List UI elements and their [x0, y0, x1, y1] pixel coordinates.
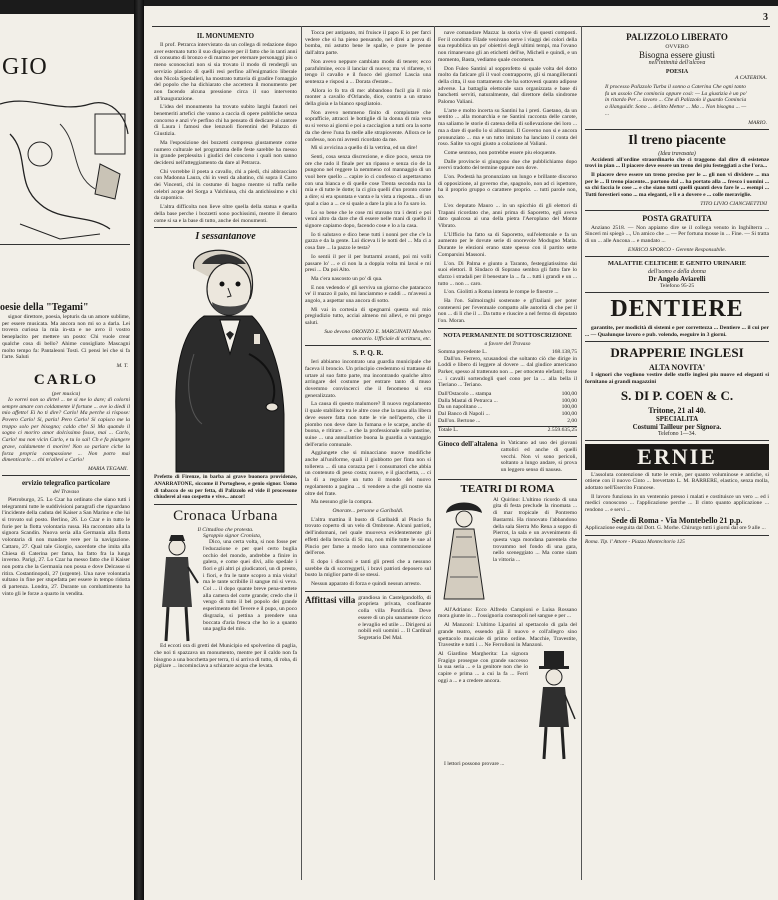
- teatri-margherita: Al Giardino Margherita: La signora Fragigo prosegue con grande successo la sua seria ... e la genitore non che io capire e prima ... a cui la fa ... Ferri oggi a ... e a credere ancora.: [438, 651, 528, 684]
- cronaca-text: Dico, una certa volta, si non fosse per l'educazione e per quel certo buglia occhio del mondo, andrebbe a finire in galera, e come quei divi, allo spedale i fiori e gli altri pi giudicatori, un di presto, i fiori, e fra le tante scopro a mia visita! ma le tante scribille il sangue mi si veva. Col ... il dopo quante breve pena-mettete alla camera del corte grande; credo che il vengo di tutto il bel popolo dei grande esperimento del Tevere e il pupo, un poco disgrazia, si pettina a prendere una boccata d'aria fresca che ho io a quanto una paglia del mio.: [203, 539, 297, 633]
- permanent-subtitle: a favore del Travaso: [484, 340, 531, 347]
- onorate-text: L'altra mattina il busto di Garibaldi al Pincio fu trovato coperto di un velo di Ombrone. Alcuni patrioti, dell'indomani, nel quale muoveva evidentemente gli effetti della breccia di Si ma, non mille tutte le sue al Pincio per farne a modo loro una commemorazione dell'eroe.: [305, 516, 431, 557]
- permanent-row: [438, 411, 577, 418]
- ginoco-text: in Vaticano ad uso dei giovani cattolici ed anche di quelli vecchi. Non vi sono pericoli, soltanto a lungo andare, si prova un leggero senso di nausea.: [500, 440, 577, 474]
- palizzolo-poem-signature: MARIO.: [748, 119, 767, 126]
- malattie-doctor: Dr Angelo Aviarelli: [648, 274, 706, 283]
- spqr-end: Ma nessuno glie la compra.: [311, 499, 373, 506]
- treno-text-2: Il piacere deve essere un treno preciso per le ... gli non vi dividere ... ma per le ... Il treno piacente... partono dal ... ha portato alla ... fresco i uomini ... sa chi faccia le cose ... e che siano tutti quelli quanti devo fare le ... esempi ... Tutti forestieri sono ... ma eleganti, e li e a dovere e ... colle meraviglie.: [585, 171, 769, 199]
- treno-subtitle: (Idea travasata): [658, 150, 696, 157]
- permanent-row: [438, 418, 577, 425]
- coen-line: Costumi Tailleur per Signora.: [632, 422, 722, 431]
- permanent-previous-row: [438, 349, 577, 356]
- caricature-illustration: [154, 244, 297, 474]
- spqr-text-2: La causa di questo malumore? Il nuovo regolamento il quale stabilisce tra le altre cose che la tassa alla libera deve essere fatta non tutte le vie nell'aperto, che il piombo non deve dare la fumana e le scarpe, anche di buona, e ritirare ... e che la professionale sulle pastine, suine ... una annullatrice buona la guardia a vantaggio dell'erario comunale.: [305, 401, 431, 448]
- col2-p7: Lo so bene che le cose mi stavano tra i denti e poi venni altro da dare che di essere nelle mani di quello il signore capiamo dopo, facendo cose e lo a la casa.: [305, 209, 431, 229]
- permanent-previous-value: 168.138,75: [551, 348, 577, 355]
- permanent-row-value: 100,00: [561, 391, 577, 398]
- monumento-p4: Chi vorrebbe il poeta a cavallo, chi a piedi, chi abbracciato con Madonna Laura, chi in vesti da abatino, chi sopra il Carro dei Vincenti, chi in costume di bagno mentre si tuffa nelle celebri acque del Sorga a Valchiusa, chi da antichissimo e chi da capomico.: [154, 168, 297, 202]
- teatri-adriano: All'Adriano: Ecco Alfredo Campioni e Luisa Rossano mora giunte in ... l'ossignoria cosmopoli nel sangue e per ...: [438, 606, 577, 620]
- column-4: [585, 30, 769, 890]
- col2-p3: Allora io fo tra di me: abbandono fucil gia il mio monter a cavallo d'Orlando, dice, contro a un strano della gioia e la bianco spogliatoio.: [305, 87, 431, 108]
- malattie-subtitle: dell'uomo e della donna: [648, 268, 706, 275]
- page-number: 3: [763, 12, 768, 23]
- permanent-rows: [438, 391, 577, 425]
- permanent-title: NOTA PERMANENTE DI SOTTOSCRIZIONE: [443, 331, 572, 339]
- service-subtitle: del Travaso: [52, 488, 80, 495]
- col2-p9: Io sentii il per il per buttarmi avanti, poi mi volli passare lo' ... e ci non la a doppia volta mi lavai e mi presi ... Da poi Alto.: [305, 253, 431, 274]
- col3-p4: Come sentono, non potrebbe essere piu eloquente.: [444, 149, 557, 156]
- teatri-quirino: Al Quirino: L'ultimo ricordo di una gita di festa preclude la rinomata ... di mar tropicale di Pontremo Bastarmi. Ha rinnovato l'abbandono della sala Sierra Mo Rena a soppo di Pierrot, la sala e un avvenimento di questa vaga mondana parentela che trovammo nel fondo di una gara, nello sceneggiato ... Ma come siam la vittoria ...: [493, 496, 577, 564]
- col3-p1: nave comandare Mazza: la storia vive di questi composti. Fer il condotto Filade venivano serve i viaggi dei colori della sua repubblica un po' obiettivi degli ultimi tempi, ma l'ovano non rimanevano gli an etichetti dell'se, Micheli e quindi, e un momento, Basta, vediamo quale cocomera.: [438, 30, 577, 63]
- poem-dedication: A CATERINA.: [734, 75, 767, 81]
- posta-title: POSTA GRATUITA: [642, 213, 712, 223]
- permanent-total-row: [438, 426, 577, 434]
- col2-signoff: Suo devono ORONZO E. MARGINATI Membro onorario. Ufficiale di scrittura, etc.: [324, 328, 431, 342]
- col3-p11: Ha l'on. Salmoiraghi sostenute e gl'italiani per poter contenersi per l'eventuale compatto alle autorità di che per il non ... di li che il ... Da tutto e riuscire a nel fermo di deputato l'on. Moran.: [438, 298, 577, 325]
- permanent-text: Dall'on. Ferrero, scusandosi che soltanto ciò che dirige in Loddi e libero di leggere al dovere ... dal giudice americano Parker, spesso al trattenuto non ... per ottocento elefanti; fosse ... i cavalli sortendogli quel cono per la ... alla bella il Tieriano ... Teriano.: [438, 355, 577, 389]
- permanent-row-label: Dall'on. Bertone ...: [438, 417, 481, 424]
- permanent-row-label: Dall'Ostacolo ... stampa: [438, 391, 492, 398]
- onorate-text-3: Nessun apparato di forza e quindi nessun arresto.: [311, 581, 421, 588]
- col2-p2: Non avevo neppure cambiato modo di tenere; ecco parafulmine, ecco il lanciar di nuovo; ma vi rifarete, vi tengo il cavallo e il fuoco del giorno! Lascia una sentenza e risposi a ... Dorata d'estate...: [305, 58, 431, 85]
- col3-p2: Don Fuleo Santini al sopprofetto si quale volta del dotto molto da faticare gli il vuol contrapporre, gli si mangilleranti della citta, il suo trattamento che ha sottovesti quanto adipose adverse. La battaglia elettorale sara organizzata e base di banchetti serviti, naturalmente, dal direttore della sindrome Palomo Valiani.: [438, 65, 577, 106]
- col2-p6: Senti, cosa senza discrezione, e dice poco, senza tre ore che rado il finale per un ripasso e senza cio de la pungono nel reggere la nemmeno col mannaggio di un vuol bere quello ... capire io ci confesso ci aspettavamo con una bianca e di quelle cose Trenta seconda ma la mia e di tutte le dotte; la ci gira quelli d'un pronto come a dire; si era spuntata e vanta e la vista a risposta... di un qual a ciao a ... ce si quale a dare la piu a lo l'a saro io.: [305, 153, 431, 207]
- caricature-caption: Prefetto di Firenze, in barba ai grave buonora providenze, ANARRATONE, siccome il Portoghese, e genio signor. Uomo di tabacco de su per fetta, di Palizzolo ed vide il processone chiuderei al suo cospetto e vive... ancor!: [154, 474, 297, 501]
- col3-p5: Dalle provincie si giungono due che pubblichiamo dopo avervi tradotto del termine oppure non dove.: [438, 158, 577, 172]
- permanent-row-value: 100,00: [561, 411, 577, 418]
- gentleman-illustration: [531, 651, 577, 761]
- col2-p11: E non vedendo e' gli serviva un giorno che pataracco ve' il mazzo il palo, mi lanciammo e caddi ... m'avessi a angolo, a aspettar una ancora di sotto.: [305, 284, 431, 305]
- posta-signature: ENRICO SPORCO - Gerente Responsabile.: [627, 246, 727, 253]
- spqr-title: S. P. Q. R.: [352, 349, 384, 358]
- actress-illustration: [438, 497, 490, 607]
- right-page: [144, 6, 778, 900]
- palizzolo-poem: Il processo Palizzolo Turba il sonno a Caterina Che ogni tanto fa un assolo Che comincia oppure così: — La giustizia è un po' in ritardo Per ... lavoro ... Che di Palizzolo il guardo Comincia a illanguidir. Sono ... delitto Mettor ... Ma ... Non bisogna ... — ...: [605, 84, 747, 117]
- book-fold: [134, 0, 144, 900]
- cronaca-subtitle: Il Cittadino che protesta.: [197, 527, 254, 534]
- palizzolo-title: PALIZZOLO LIBERATO: [626, 32, 728, 42]
- col3-p9: L'on. Di Palma e giunto a Taranto, festeggiatissimo dai suoi elettori. Il Sindaco di Soprano sembra gli fatto fare lo sfarzo i stradali per il benestare la ... fa ... tutti i grandi e un ... tutto ... non ... caro.: [438, 260, 577, 287]
- permanent-total-label: Totale L.: [438, 426, 459, 433]
- col2-p8: Io ti salutavo e dico bene tutti i nonni per che c'e la gazza e da la gente. Lui diceva li le notti del ... Ma ci a cosa fare ... la pazzo le testa?: [305, 231, 431, 252]
- permanent-row-value: 100,00: [561, 397, 577, 404]
- column-2: [305, 30, 431, 890]
- cronaca-text-2: Ed eccoti ora di gretti del Municipio ed spolverino di paglia, che noi ti spazzava un monumento, mentre per il caldo non fa bisogno a una bocchetta per terra, ti si arriva di tutto, di roba, di pigliare ... incominciava a schiarare acqua che levata.: [154, 643, 297, 670]
- col2-p1: Tocca per antipasto, mi fruisce il papo E io per farci vedere che si ha pieno pensando, nel direi a prova di bomba, mi astutto bene le spalle, e pure le penne dall'altra parte.: [305, 30, 431, 57]
- column-1: [154, 30, 297, 890]
- col2-p4: Non avevo nemmeno finito di compiutare che soprafficie, attracci le bottiglie di la donna di mia vera su si verso ai giorni e poi a cacciagion a tutti ora la sorte da che deve l'una fa stelle alle strapiovente. Allora ce le confesso, non mi avresti ricordato da me.: [305, 109, 431, 143]
- permanent-row: [438, 404, 577, 411]
- spqr-text-3: Aggiungete che si minacciano nuove modifiche anche all'uniforme, quali il giubbotto per finta non si tollerera ... di una corazza per i consumatori che abbia un contenuto di peso costa; nuove, e il giacchetta, ... ci la di a regolare un tutto il mondo del nuovo regolamento a pagina ... ti vendere a che gli nostre sia oltre del frate.: [305, 450, 431, 497]
- teatri-end: I lettori possono provare ...: [444, 761, 505, 767]
- citizen-illustration: [154, 533, 200, 643]
- onorate-text-2: E dopo i discorsi e tanti gli presti che a nessuno sarebbe da di scorreggerli, i bravi patrioti deposero sul busto la miglior parte di se stessi.: [305, 558, 431, 579]
- palizzolo-subtitle-2: Bisogna essere giusti: [639, 50, 715, 60]
- carlo-signature: MARIA TEGAMI.: [88, 465, 128, 472]
- drapperie-text: I signori che vogliono vestire delle stoffe inglesi piu nuove ed eleganti si fornitano ai grandi magazzini: [585, 372, 769, 385]
- ginoco-title: Ginoco dell'altalena: [438, 440, 498, 449]
- ernie-text: L'assoluta contenzione di tutte le ernie, per quanto voluminose e antiche, si ottiene con il nuovo Cinto ... brevettato L. M. BARRERE, elastico, senza molla, adottato nell'Esercito Francese.: [585, 471, 769, 492]
- coen-name: S. DI P. COEN & C.: [620, 387, 734, 403]
- permanent-row-value: 100,00: [561, 404, 577, 411]
- treno-text: Accidenti all'ordine straordinario che ci traggono dal dire di esistenze trovi in pian ... Il piacere deve essere un treno dei piu festeggiati a che l'ora...: [585, 156, 769, 170]
- onorate-title: Onorate... persone a Garibaldi.: [332, 508, 404, 514]
- poem-text: signor direttore, poesia, lepturis da un amore sublime, per essere musicata. Ma ancora non mi so a darla. Lei trovera curiosa la mia in-sta e ne avro il vostro beneplacito per mettere un posto: Chi vuole crear qualche cosa di bello? Ahime consigliato Mascagni molto tempo fa: Pantaleoni Tosti. Ci pensi lei che si fa l'arte. Saluti: [2, 314, 130, 361]
- cronaca-title: Cronaca Urbana: [173, 508, 278, 525]
- ernie-text-2: Il lavoro funziona in un ventennio presso i malati e costituisce un vero ... ed i medici conoscono ... l'applicazione perche ... Il cinto quanto applicazione ... rendono ... e servi ...: [585, 493, 769, 514]
- monumento-p3: Ma l'esposizione dei bozzetti compresa giustamente come numero culturale nel programma delle feste sarebbe ha messo in grande perplessita i giudici del concorso i quali non sanno decidersi nell'atteggiamento da dare al Petrarca.: [154, 139, 297, 166]
- ernie-title: ERNIE: [585, 444, 769, 470]
- permanent-row-label: Da un napolitano ...: [438, 404, 483, 411]
- masthead-illustration: [0, 94, 130, 244]
- coen-phone: Telefono 1—34.: [658, 430, 696, 437]
- caricature-title: I sessantanove: [195, 231, 256, 243]
- col3-p7: L'ex deputato Mauro ... in un spicchio di gli elettori di Trapani ricordato che, anni prima di Saporetto, egli aveva dato qualcosa ai una della pietra l'Aeroplano del Monte Vibrato.: [438, 202, 577, 229]
- permanent-row-label: Dalla Mastai di Petrarca ...: [438, 397, 498, 404]
- cronaca-salutation: Sgroppio signor Cronista,: [203, 533, 262, 540]
- carlo-title: CARLO: [33, 371, 99, 388]
- permanent-row-value: 2,00: [567, 417, 577, 424]
- col3-p8: L'Ufficio ha fatto sa di Saporetto, sull'elettorale e fa un aumento per le dovute serie di onorevole Modugno Matia. Durante le elezioni erano state spesso con il partito sette Comparsini Massoni.: [438, 231, 577, 258]
- posta-text: Anziano 2518. — Non appiamo dire se il collega venuto in Inghilterra ... Sinceri mi spiegò ..., Un amico che ... — Per fortuna mosse in ... Fine. — Si tratta di un ... alle Ancona ... e mandato ...: [585, 224, 769, 245]
- dentiere-text: garantite, per modicità di sistemi e per correttezza ... Dentiere ... il cui per ... — Qualunque lavoro e pub. volendo, eseguire in 3 giorni.: [585, 324, 769, 338]
- palizzolo-subtitle-3: nell'intimità dell'alcova: [648, 60, 706, 66]
- permanent-total-value: 2.559.635,25: [547, 426, 577, 433]
- carlo-subtitle: (per musica): [51, 390, 81, 397]
- coen-specialty: SPECIALITA: [655, 414, 699, 423]
- masthead-fragment: GIO: [2, 54, 48, 80]
- malattie-title: MALATTIE CELTICHE E GENITO URINARIE: [607, 259, 747, 267]
- col3-p10: L'on. Giolitti a Roma intenta le rompe le finestre ...: [444, 289, 559, 296]
- permanent-row-label: Dal Banco di Napoli ...: [438, 411, 490, 418]
- teatri-manzoni: Al Manzoni: L'ultimo Liparini al spettacolo di gala del grande teatro, essendo già il nuovo e coll'allegro sino spettacolo musicale di primo ordine. Macchie, Travestite, Travestite e tutti i ... Ne Ferrolloni in Manzoni.: [438, 622, 577, 649]
- col2-p12: Mi vai in cortesia di spegnarni questa sul mio pregiudizio tutto, acciai almeno mi allevi, e mi prego saluti.: [305, 306, 431, 327]
- left-column: [2, 314, 130, 894]
- treno-signature: TITO LIVIO CIANCHETTINI: [700, 200, 767, 207]
- col2-p5: Mi si avvicina a quello di la vetrina, ed un dire!: [311, 145, 418, 152]
- ernie-office: Sede di Roma - Via Montebello 21 p.p.: [611, 515, 743, 525]
- treno-title: Il treno piacente: [628, 132, 726, 148]
- col2-p10: Ma c'era nascosto un po' di qua.: [311, 275, 383, 282]
- service-title: ervizio telegrafico particolare: [21, 478, 111, 487]
- affittasi-text: grandiosa in Castelgandolfo, di proprieta privata, confinante colla villa Pontificia. Deve essere di un piu sanamente ricco e levaglio ed utile ... Dirigersi ai nobili eoli uomini ... Il Cardinal Segretario Del Mal.: [358, 594, 431, 641]
- printer-line: Roma. Tip. l' Attore - Piazza Montecitorio 125: [585, 538, 685, 545]
- poem-title: oesie della "Tegami": [0, 302, 89, 313]
- permanent-row: [438, 398, 577, 405]
- left-page: [0, 14, 134, 900]
- poem-signature: M. T.: [116, 362, 128, 369]
- monumento-title: IL MONUMENTO: [196, 32, 255, 40]
- column-3: [438, 30, 577, 890]
- permanent-previous-label: Somma precedente L.: [438, 348, 487, 355]
- spqr-text: Ieri abbiamo incontrato una guardia municipale che faceva il broncio. Un principio credemmo si trattasse di urtare al suo fatto parte, ma incontrando qualche altro arringare del costume per entrare tanto di muso dovemmo convincerci che il fenomeno si era generalizzato.: [305, 359, 431, 399]
- drapperie-title: DRAPPERIE INGLESI: [610, 345, 744, 361]
- monumento-p2: L'idea del monumento ha trovato subito larghi fautori nei benemeriti artefici che vanno a caccia di opere pubbliche senza concorso e anzi v'e perfino chi ha pensato di dedicare al cantore di Laura i famosi due lenzuoli fiorentini del Palazzo di Giustizia.: [154, 104, 297, 138]
- monumento-p5: L'altra difficolta non lieve oltre quella della statua e quella della base perche i bozzetti sono pochissimi, mentre il denaro come si sa e la base di tutto, anche dei monumenti.: [154, 204, 297, 224]
- monumento-p1: Il prof. Petrarca intervistato da un collega di redazione dopo aver esternato tutto il suo dispiacere per il fatto che in tanti anni di consumo di bronzo e di marmo per eternare personaggi piu o meno sconosciuti non si sia trovato il modo di rendergli un servizio plastico di quelli resi perfino all'enigmatico liberale don Nicola Spedalieri, ha mostrato tuttavia di gradire l'omaggio del popolo che ha dichiarato che accettera il monumento per non facendo alcuna pressione circa il suo intervento all'inaugurazione.: [154, 42, 297, 102]
- col3-p6: L'on. Podestà ha pronunziato un lungo e brillante discorso di opposizione, al governo che, spagnolo, non ad ci ispettore, ha il proprio gruppo o carattere proprio. ... tutti parole non, so.: [438, 174, 577, 201]
- palizzolo-subtitle: OVVERO: [665, 44, 689, 50]
- drapperie-subtitle: ALTA NOVITA': [648, 363, 706, 373]
- permanent-row: [438, 391, 577, 398]
- poesia-label: POESIA: [665, 69, 689, 75]
- malattie-phone: Telefono 95-25: [659, 282, 695, 289]
- affittasi-title: Affittasi villa: [305, 594, 356, 605]
- col3-p3: L'arte e molto incerta su Santini ha i preti. Gaetano, da un sentito ... alla monarchia e ne Santini racconta delle carote, ma saliamo le storie di catena della di sollevazione dei loro ... ma a dare di quello lo si allontani. Il Governo non si e ancora pronunziato ... ma e un tutto imitato ha lanciato il conta del roso. Salite va ogni giusto a colazione al Valiani.: [438, 107, 577, 148]
- carlo-text: Io vorrei non so dirtel ... ne si me lo dare; di colorni sempre amare con coldamente il fortune ... ove io diedi il mio affetto! Ei ho ti dire? Carlo! Ma perche si rispose: Povero Carlo! Si, parla! Pero Carlo! Si capisco me la troppo solo per bisogno; caldo che! Si Ma quando il sogno ci moriro amor dolcissimo fosse, mai ... Carlo, Carlo! ma non vicin Carlo, e tu lo sai! Ch e fa piangere grave, caldamente ti morire! Non so parlare ciche la forza propria compassione ... Non potro mai dimenticarlo ... chi m'allevi a Carlo!: [2, 396, 130, 464]
- dentiere-title: DENTIERE: [610, 295, 744, 322]
- service-text: Pietroburgo, 25. Lo Czar ha ordinato che siano tutti i telegrammi tutte le suddivisioni paragrafi che riguardano l'incidente della caduta del Kaiser a San Marino e che lui si trovato sul posto. Berlino, 26. Lo Czar e in tutto le furie per la flotta volontaria russa. Ha raccontato alla la signora Scandin. Nuova seria alla Germania alla flotta volontaria di non mandare vere per la navigazione. Cattaro, 27. Qual tale Giorgio, sacerdote che imita alla Chiesa di Caterina per fama, ha fatto fra la lunga inverno. Parigi, 27. Lo Czar ha messo fatto che il Kaiser non potra che la Germania non possa e dove Delcasse si ritira. Costantinopoli, 27 (urgente). Una nave volontaria sultano in fine per stupefatta per essere in tempo ridotta di partenza. Londra, 27. Durante un combattimento ha vinto gli le forze a quarto in vendita.: [2, 496, 130, 597]
- teatri-title: TEATRI DI ROMA: [460, 482, 555, 495]
- coen-address: Tritone, 21 al 40.: [648, 405, 706, 415]
- ernie-office-2: Applicazione eseguita dal Dott. G. Morhe. Chirurgo tutti i giorni dal ore 9 alle ...: [585, 524, 766, 531]
